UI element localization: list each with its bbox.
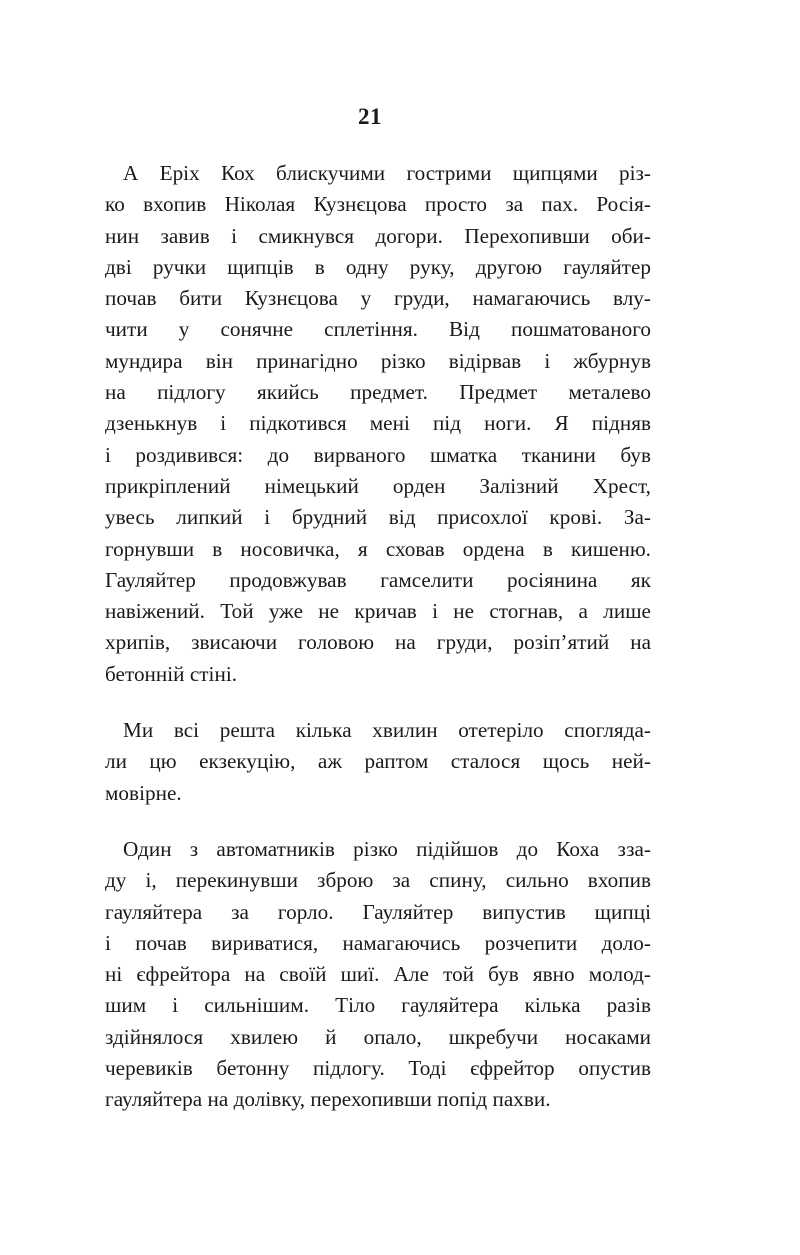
text-line: чити у сонячне сплетіння. Від пошматованого [105,317,651,342]
text-line: і почав вириватися, намагаючись розчепити доло- [105,930,651,955]
text-line: ні єфрейтора на своїй шиї. Але той був явно молод- [105,962,651,987]
body-text-block [105,158,651,1116]
text-line: гауляйтера за горло. Гауляйтер випустив щипці [105,899,651,924]
text-line: горнувши в носовичка, я сховав ордена в кишеню. [105,536,651,561]
text-line: гауляйтера на долівку, перехопивши попід пахви. [105,1087,551,1112]
text-line: хрипів, звисаючи головою на груди, розіп’ятий на [105,630,651,655]
paragraph-1 [105,158,651,690]
text-line: Гауляйтер продовжував гамселити росіянина як [105,567,651,592]
paragraph-3 [105,834,651,1116]
text-line: на підлогу якийсь предмет. Предмет металево [105,380,651,405]
page-number: 21 [358,104,382,129]
text-line: прикріплений німецький орден Залізний Хрест, [105,473,651,498]
text-line: черевиків бетонну підлогу. Тоді єфрейтор опустив [105,1056,651,1081]
text-line: і роздивився: до вирваного шматка тканини був [105,442,651,467]
text-line: ду і, перекинувши зброю за спину, сильно вхопив [105,868,651,893]
text-line: здійнялося хвилею й опало, шкребучи носаками [105,1024,651,1049]
text-line: почав бити Кузнєцова у груди, намагаючись влу- [105,286,651,311]
text-line: дві ручки щипців в одну руку, другою гауляйтер [105,254,651,279]
text-line: ко вхопив Ніколая Кузнєцова просто за пах. Росія- [105,192,651,217]
text-line: дзенькнув і підкотився мені під ноги. Я підняв [105,411,651,436]
text-line: навіжений. Той уже не кричав і не стогнав, а лише [105,599,651,624]
text-line: Один з автоматників різко підійшов до Коха зза- [123,836,651,861]
text-line: Ми всі решта кілька хвилин отетеріло спогляда- [123,718,651,743]
paragraph-2 [105,715,651,809]
text-line: мундира він принагідно різко відірвав і жбурнув [105,348,651,373]
text-line: ли цю екзекуцію, аж раптом сталося щось ней- [105,749,651,774]
text-line: бетонній стіні. [105,661,238,686]
text-line: шим і сильнішим. Тіло гауляйтера кілька разів [105,993,651,1018]
text-line: мовірне. [105,780,182,805]
text-line: нин завив і смикнувся догори. Перехопивши оби- [105,223,651,248]
text-line: увесь липкий і брудний від присохлої крові. За- [105,505,651,530]
text-line: А Еріх Кох блискучими гострими щипцями різ- [123,161,651,185]
